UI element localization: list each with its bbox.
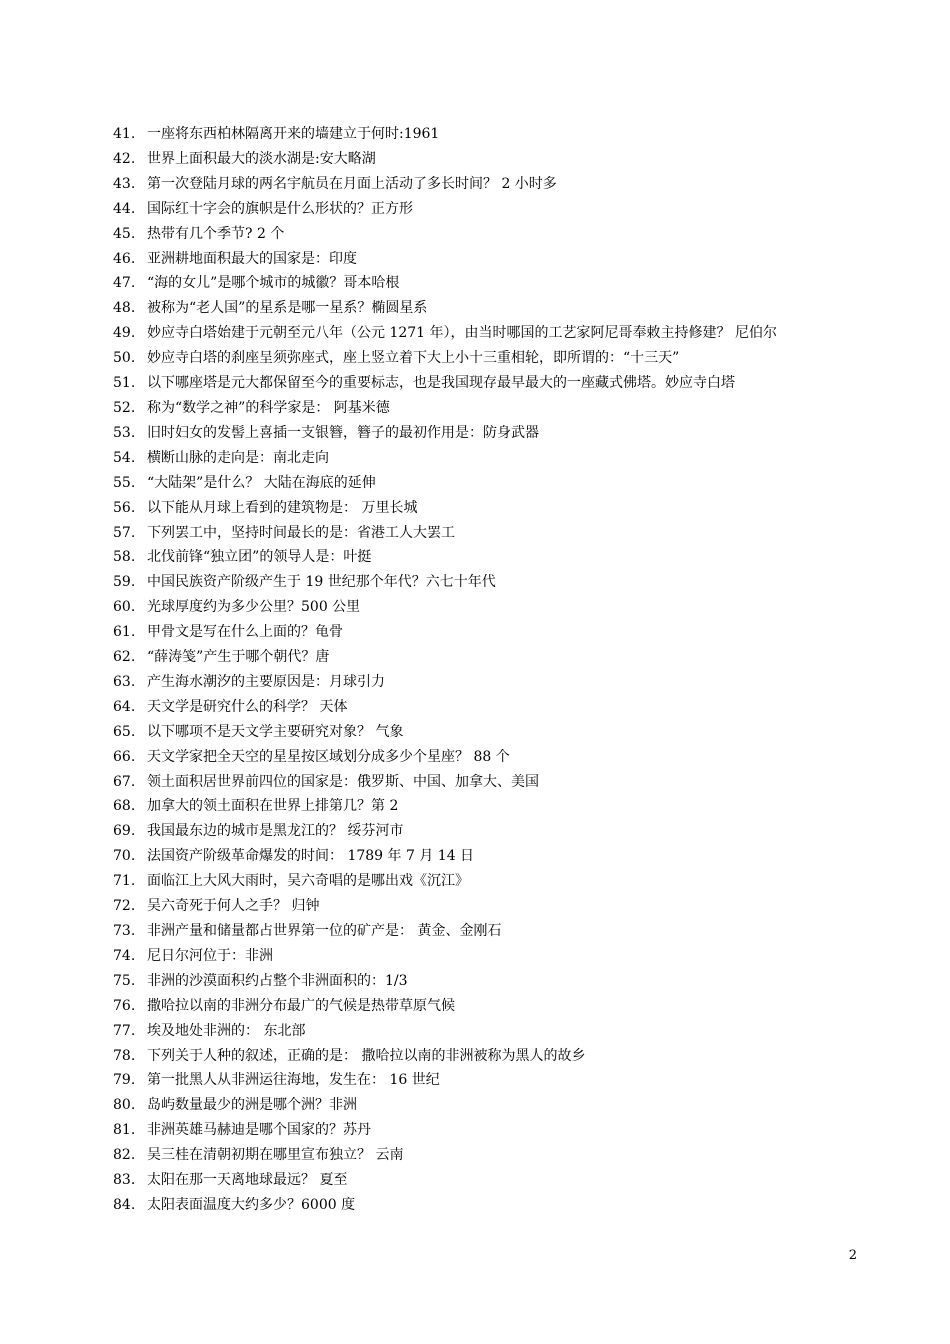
- item-text: “大陆架”是什么？ 大陆在海底的延伸: [147, 474, 376, 491]
- item-text: 以下哪项不是天文学主要研究对象？ 气象: [147, 723, 404, 740]
- list-item: [113, 670, 873, 695]
- item-number: 55.: [113, 474, 136, 491]
- qa-list: [113, 122, 873, 1218]
- item-number: 78.: [113, 1047, 136, 1064]
- item-text: 以下能从月球上看到的建筑物是： 万里长城: [147, 499, 418, 516]
- item-number: 54.: [113, 449, 136, 466]
- list-item: [113, 496, 873, 521]
- item-text: 岛屿数量最少的洲是哪个洲？非洲: [147, 1097, 357, 1114]
- item-text: 妙应寺白塔始建于元朝至元八年（公元 1271 年），由当时哪国的工艺家阿尼哥奉敕主持修建？ 尼伯尔: [147, 325, 777, 342]
- item-number: 58.: [113, 549, 136, 566]
- item-number: 71.: [113, 873, 136, 890]
- item-number: 47.: [113, 275, 136, 292]
- list-item: [113, 944, 873, 969]
- list-item: [113, 122, 873, 147]
- item-text: 亚洲耕地面积最大的国家是：印度: [147, 250, 357, 267]
- list-item: [113, 147, 873, 172]
- list-item: [113, 421, 873, 446]
- list-item: [113, 1118, 873, 1143]
- item-text: 加拿大的领土面积在世界上排第几？第 2: [147, 798, 399, 815]
- item-number: 59.: [113, 574, 136, 591]
- item-text: 产生海水潮汐的主要原因是：月球引力: [147, 673, 385, 690]
- item-number: 62.: [113, 649, 136, 666]
- item-text: 非洲英雄马赫迪是哪个国家的？苏丹: [147, 1122, 371, 1139]
- item-text: 太阳在那一天离地球最远？ 夏至: [147, 1172, 348, 1189]
- item-text: 北伐前锋“独立团”的领导人是：叶挺: [147, 549, 372, 566]
- item-number: 68.: [113, 798, 136, 815]
- list-item: [113, 994, 873, 1019]
- item-text: 非洲的沙漠面积约占整个非洲面积的：1/3: [147, 972, 408, 989]
- item-text: 妙应寺白塔的刹座呈须弥座式，座上竖立着下大上小十三重相轮，即所谓的：“十三天”: [147, 350, 680, 367]
- item-text: 以下哪座塔是元大都保留至今的重要标志，也是我国现存最早最大的一座藏式佛塔。妙应寺白塔: [147, 375, 735, 392]
- list-item: [113, 969, 873, 994]
- list-item: [113, 521, 873, 546]
- item-number: 60.: [113, 599, 136, 616]
- item-number: 51.: [113, 375, 136, 392]
- item-number: 74.: [113, 947, 136, 964]
- item-number: 41.: [113, 126, 136, 142]
- list-item: [113, 819, 873, 844]
- list-item: [113, 271, 873, 296]
- item-number: 64.: [113, 698, 136, 715]
- list-item: [113, 770, 873, 795]
- item-text: 甲骨文是写在什么上面的？龟骨: [147, 624, 343, 641]
- list-item: [113, 197, 873, 222]
- list-item: [113, 869, 873, 894]
- item-text: “薛涛笺”产生于哪个朝代？唐: [147, 649, 330, 666]
- page-number: 2: [848, 1248, 857, 1263]
- item-text: 下列罢工中，坚持时间最长的是：省港工人大罢工: [147, 524, 455, 541]
- list-item: [113, 844, 873, 869]
- item-number: 46.: [113, 250, 136, 267]
- item-number: 72.: [113, 898, 136, 915]
- list-item: [113, 894, 873, 919]
- list-item: [113, 1019, 873, 1044]
- item-text: 热带有几个季节? 2 个: [147, 225, 285, 242]
- item-text: 世界上面积最大的淡水湖是:安大略湖: [147, 150, 376, 167]
- list-item: [113, 620, 873, 645]
- list-item: [113, 695, 873, 720]
- list-item: [113, 645, 873, 670]
- item-text: 旧时妇女的发髻上喜插一支银簪，簪子的最初作用是：防身武器: [147, 424, 539, 441]
- list-item: [113, 919, 873, 944]
- item-number: 82.: [113, 1147, 136, 1164]
- list-item: [113, 172, 873, 197]
- list-item: [113, 595, 873, 620]
- item-number: 73.: [113, 923, 136, 939]
- list-item: [113, 1193, 873, 1218]
- item-number: 57.: [113, 524, 136, 541]
- item-text: 法国资产阶级革命爆发的时间： 1789 年 7 月 14 日: [147, 848, 475, 865]
- item-number: 56.: [113, 499, 136, 516]
- item-number: 69.: [113, 823, 136, 840]
- item-text: 吴六奇死于何人之手？ 归钟: [147, 898, 320, 915]
- item-number: 44.: [113, 200, 136, 217]
- item-text: 被称为“老人国”的星系是哪一星系？椭圆星系: [147, 300, 428, 317]
- item-text: 国际红十字会的旗帜是什么形状的？正方形: [147, 200, 413, 217]
- item-number: 43.: [113, 175, 136, 192]
- item-number: 65.: [113, 723, 136, 740]
- item-text: 光球厚度约为多少公里？500 公里: [147, 599, 361, 616]
- list-item: [113, 346, 873, 371]
- item-number: 80.: [113, 1097, 136, 1114]
- item-text: 第一批黑人从非洲运往海地，发生在： 16 世纪: [147, 1072, 440, 1089]
- item-number: 83.: [113, 1172, 136, 1189]
- item-number: 63.: [113, 673, 136, 690]
- item-number: 77.: [113, 1022, 136, 1039]
- item-text: 下列关于人种的叙述，正确的是： 撒哈拉以南的非洲被称为黑人的故乡: [147, 1047, 586, 1064]
- item-text: 一座将东西柏林隔离开来的墙建立于何时:1961: [147, 126, 440, 142]
- item-text: 吴三桂在清朝初期在哪里宣布独立？ 云南: [147, 1147, 404, 1164]
- list-item: [113, 1044, 873, 1069]
- list-item: [113, 794, 873, 819]
- list-item: [113, 745, 873, 770]
- item-number: 76.: [113, 997, 136, 1014]
- item-number: 79.: [113, 1072, 136, 1089]
- list-item: [113, 321, 873, 346]
- item-text: 埃及地处非洲的： 东北部: [147, 1022, 306, 1039]
- item-number: 53.: [113, 424, 136, 441]
- list-item: [113, 1093, 873, 1118]
- item-number: 84.: [113, 1196, 136, 1213]
- item-text: “海的女儿”是哪个城市的城徽？哥本哈根: [147, 275, 400, 292]
- item-text: 天文学是研究什么的科学？ 天体: [147, 698, 348, 715]
- item-text: 撒哈拉以南的非洲分布最广的气候是热带草原气候: [147, 997, 455, 1014]
- item-text: 天文学家把全天空的星星按区域划分成多少个星座？ 88 个: [147, 748, 510, 765]
- list-item: [113, 296, 873, 321]
- list-item: [113, 1068, 873, 1093]
- item-text: 横断山脉的走向是：南北走向: [147, 449, 329, 466]
- item-number: 45.: [113, 225, 136, 242]
- item-number: 50.: [113, 350, 136, 367]
- item-number: 81.: [113, 1122, 136, 1139]
- list-item: [113, 545, 873, 570]
- item-text: 第一次登陆月球的两名宇航员在月面上活动了多长时间？ 2 小时多: [147, 175, 557, 192]
- item-number: 75.: [113, 972, 136, 989]
- item-number: 66.: [113, 748, 136, 765]
- list-item: [113, 371, 873, 396]
- item-text: 尼日尔河位于：非洲: [147, 947, 273, 964]
- list-item: [113, 471, 873, 496]
- list-item: [113, 1143, 873, 1168]
- list-item: [113, 446, 873, 471]
- list-item: [113, 1168, 873, 1193]
- item-text: 非洲产量和储量都占世界第一位的矿产是： 黄金、金刚石: [147, 923, 502, 939]
- item-number: 70.: [113, 848, 136, 865]
- item-text: 太阳表面温度大约多少？6000 度: [147, 1196, 356, 1213]
- item-text: 我国最东边的城市是黑龙江的？ 绥芬河市: [147, 823, 404, 840]
- item-text: 称为“数学之神”的科学家是： 阿基米德: [147, 399, 390, 416]
- list-item: [113, 396, 873, 421]
- item-number: 67.: [113, 773, 136, 790]
- item-text: 面临江上大风大雨时，吴六奇唱的是哪出戏《沉江》: [147, 873, 469, 890]
- list-item: [113, 247, 873, 272]
- item-number: 42.: [113, 150, 136, 167]
- item-text: 领土面积居世界前四位的国家是：俄罗斯、中国、加拿大、美国: [147, 773, 539, 790]
- list-item: [113, 222, 873, 247]
- item-text: 中国民族资产阶级产生于 19 世纪那个年代？六七十年代: [147, 574, 496, 591]
- list-item: [113, 720, 873, 745]
- list-item: [113, 570, 873, 595]
- item-number: 48.: [113, 300, 136, 317]
- item-number: 49.: [113, 325, 136, 342]
- item-number: 61.: [113, 624, 136, 641]
- item-number: 52.: [113, 399, 136, 416]
